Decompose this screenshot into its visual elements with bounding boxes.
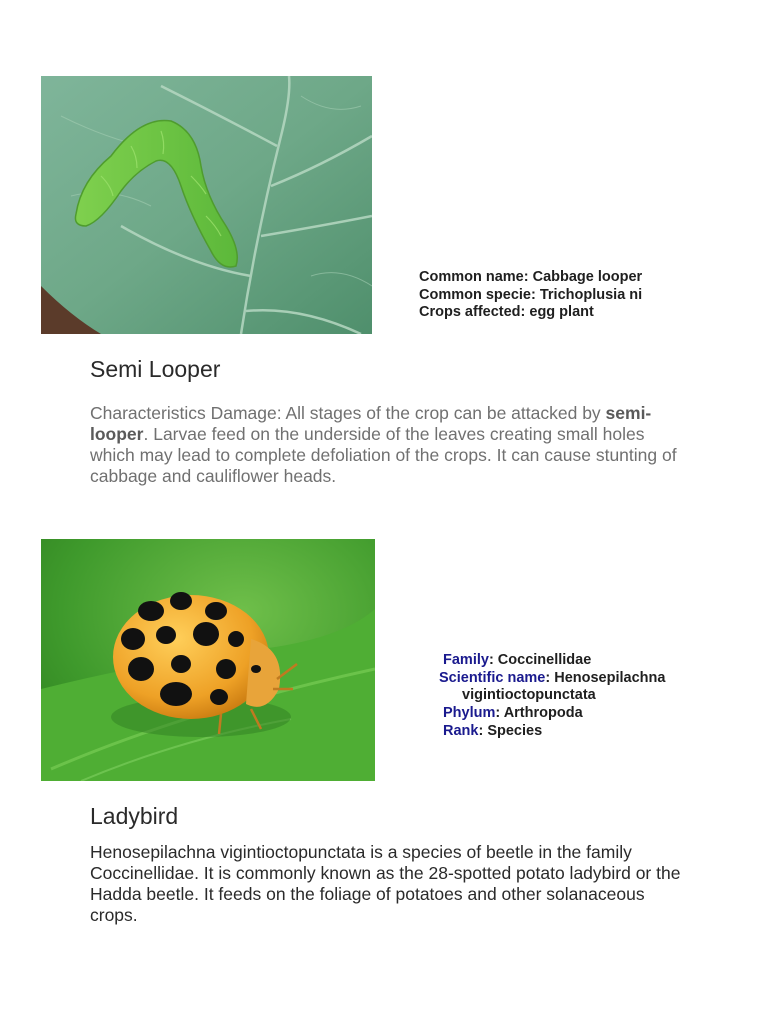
semi-looper-description <box>90 403 690 487</box>
rank-line <box>439 723 739 741</box>
description-text-cont: . Larvae feed on the underside of the leaves creating small holes which may lead to complete defoliation of the crops. It can cause stunting of cabbage and cauliflower heads. <box>90 424 677 486</box>
ladybird-description: Henosepilachna vigintioctopunctata is a species of beetle in the family Coccinellidae. It is commonly known as the 28-spotted potato ladybird or the Hadda beetle. It feeds on the foliage of potatoes and other solanaceous crops. <box>90 842 681 925</box>
semi-looper-info <box>419 269 642 322</box>
ladybird-photo <box>41 539 375 781</box>
phylum-line <box>439 705 739 723</box>
ladybird-on-leaf-image <box>41 539 375 781</box>
scientific-name-label: Scientific name <box>439 669 546 686</box>
phylum-label: Phylum <box>443 705 496 722</box>
rank-value: : Species <box>478 722 543 739</box>
family-line <box>439 652 739 670</box>
description-bold-term: semi-looper <box>90 403 652 444</box>
family-value: : Coccinellidae <box>488 652 592 668</box>
semi-looper-photo <box>41 76 372 334</box>
semi-looper-title: Semi Looper <box>90 356 221 382</box>
phylum-value: : Arthropoda <box>495 705 583 722</box>
rank-label: Rank <box>443 722 479 739</box>
ladybird-info <box>439 652 739 741</box>
scientific-name-value: : Henosepilachna <box>545 669 666 686</box>
family-label: Family <box>443 652 489 668</box>
description-text: Characteristics Damage: All stages of the crop can be attacked by <box>90 403 606 423</box>
common-specie-line: Common specie: Trichoplusia ni <box>419 286 643 303</box>
scientific-name-line <box>439 670 739 688</box>
caterpillar-on-leaf-image <box>41 76 372 334</box>
common-name-line: Common name: Cabbage looper <box>419 269 643 285</box>
scientific-name-continued: vigintioctopunctata <box>462 687 596 704</box>
ladybird-title: Ladybird <box>90 803 179 829</box>
crops-affected-line: Crops affected: egg plant <box>419 304 594 321</box>
